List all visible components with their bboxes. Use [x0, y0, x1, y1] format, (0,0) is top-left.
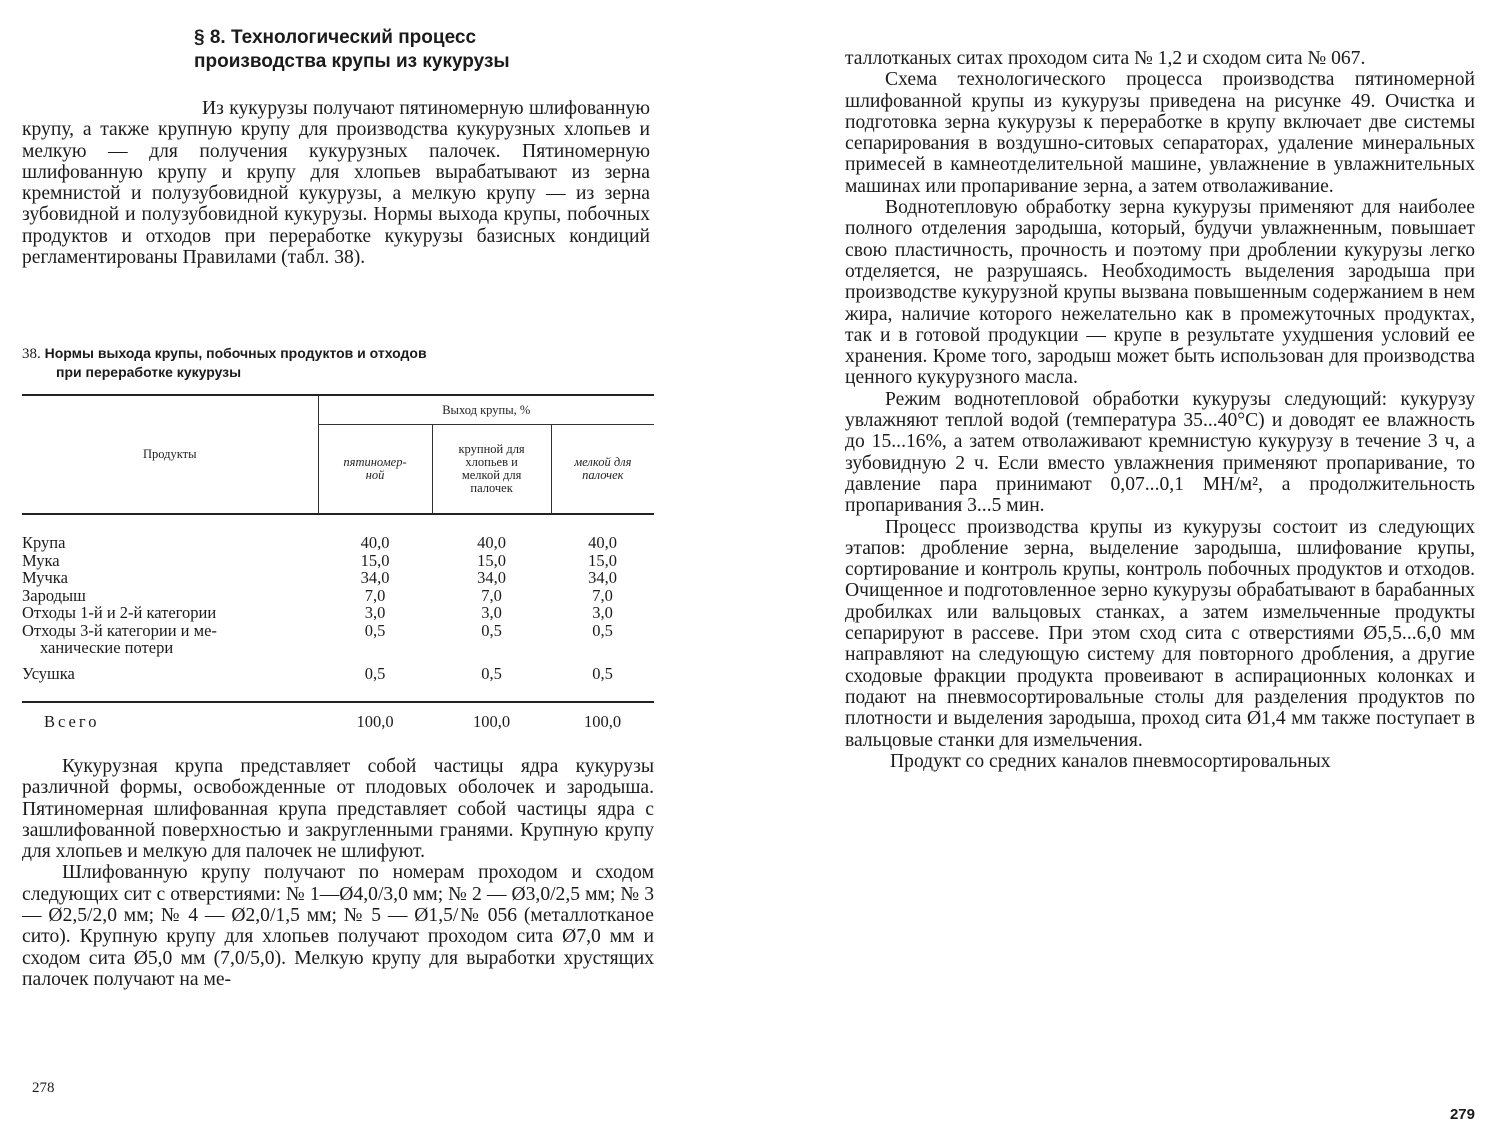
right-text: [845, 48, 1475, 772]
intro-paragraph-block: [22, 98, 650, 268]
paragraph-process-stages: Процесс производства крупы из кукурузы состоит из следующих этапов: дробление зерна, выделение зародыша, шлифование крупы, сортирование и контроль крупы, контроль побочных продуктов и отходов. Очищенное и подготовленное зерно кукурузы обрабатывают в барабанных дробилках или вальцовых станках, а затем измельченные продукты сепарируют в рассеве. При этом сход сита с отверстиями Ø5,5...6,0 мм направляют на следующую систему для повторного дробления, а другие сходовые фракции продукта провеивают в аспирационных колонках и подают на пневмосортировальные столы для разделения продуктов по плотности и выделения зародыша, проход сита Ø1,4 мм также поступает в вальцовые станки для измельчения.: [845, 516, 1475, 751]
table-row: Отходы 3-й категории и ме- 0,5 0,5 0,5: [22, 620, 613, 640]
paragraph-scheme: Схема технологического процесса производства пятиномерной шлифованной крупы из кукурузы приведена на рисунке 49. Очистка и подготовка зерна кукурузы к переработке в крупу включает две системы сепарирования в воздушно-ситовых сепараторах, удаление минеральных примесей в камнеотделительной машине, увлажнение в увлажнительных машинах или пропаривание зерна, а затем отволаживание.: [845, 69, 1475, 197]
yield-norms-table: [22, 394, 654, 743]
table-row: Зародыш 7,0 7,0 7,0: [22, 585, 613, 605]
paragraph-continuation: таллотканых ситах проходом сита № 1,2 и сходом сита № 067.: [845, 48, 1366, 69]
table-caption: [22, 344, 652, 381]
table-row: Отходы 1-й и 2-й категории 3,0 3,0 3,0: [22, 603, 613, 622]
section-heading: [194, 26, 654, 74]
heading-line-2: производства крупы из кукурузы: [194, 51, 510, 72]
col-header-products: Продукты: [22, 395, 318, 514]
col-header-group: Выход крупы, %: [318, 395, 654, 425]
intro-paragraph: Из кукурузы получают пятиномерную шлифованную крупу, а также крупную крупу для производства кукурузных хлопьев и мелкую — для получения кукурузных палочек. Пятиномерную шлифованную крупу и крупу для хлопьев вырабатывают из зерна кремнистой и полузубовидной кукурузы, а мелкую крупу — из зерна зубовидной и полузубовидной кукурузы. Нормы выхода крупы, побочных продуктов и отходов при переработке кукурузы базисных кондиций регламентированы Правилами (табл. 38).: [22, 98, 650, 269]
page-number-right: 279: [1449, 1106, 1475, 1123]
table-row: Усушка 0,5 0,5 0,5: [22, 663, 613, 683]
table-row: Мука 15,0 15,0 15,0: [22, 550, 617, 570]
heading-line-1: § 8. Технологический процесс: [194, 27, 477, 48]
paragraph-groats-description: Кукурузная крупа представляет собой частицы ядра кукурузы различной формы, освобожденные от плодовых оболочек и зародыша. Пятиномерная шлифованная крупа представляет собой частицы ядра с зашлифованной поверхностью и закругленными гранями. Крупную крупу для хлопьев и мелкую для палочек не шлифуют.: [22, 756, 654, 863]
paragraph-hydrothermal: Воднотепловую обработку зерна кукурузы применяют для наиболее полного отделения зародыша, который, будучи увлажненным, повышает свою пластичность, прочность и поэтому при дроблении кукурузы легко отделяется, не разрушаясь. Необходимость выделения зародыша при производстве кукурузной крупы вызвана повышенным содержанием в нем жира, наличие которого нежелательно как в промежуточных продуктах, так и в готовой продукции — крупе в результате ухудшения условий ее хранения. Кроме того, зародыш может быть использован для производства ценного кукурузного масла.: [845, 197, 1475, 389]
table-row: ханические потери: [40, 638, 174, 657]
paragraph-treatment-mode: Режим воднотепловой обработки кукурузы следующий: кукурузу увлажняют теплой водой (температура 35...40°С) и доводят ее влажность до 15...16%, а затем отволаживают кремнистую кукурузу в течение 3 ч, а зубовидную 2 ч. Если вместо увлажнения применяют пропаривание, то давление пара принимают 0,07...0,1 МН/м², а продолжительность пропаривания 3...5 мин.: [845, 388, 1475, 517]
col-header-sub-1: пятиномер- ной: [318, 425, 432, 515]
left-lower-text: [22, 756, 654, 990]
table-row: Крупа 40,0 40,0 40,0: [22, 533, 617, 552]
col-header-sub-2: крупной для хлопьев и мелкой для палочек: [432, 425, 551, 515]
page-number-left: 278: [32, 1080, 55, 1096]
table-caption-line-1: Нормы выхода крупы, побочных продуктов и отходов: [44, 345, 427, 361]
paragraph-sieve-numbers: Шлифованную крупу получают по номерам проходом и сходом следующих сит с отверстиями: № 1—Ø4,0/3,0 мм; № 2 — Ø3,0/2,5 мм; № 3 — Ø2,5/2,0 мм; № 4 — Ø2,0/1,5 мм; № 5 — Ø1,5/№ 056 (металлотканое сито). Крупную крупу для хлопьев получают проходом сита Ø7,0 мм и сходом сита Ø5,0 мм (7,0/5,0). Мелкую крупу для выработки хрустящих палочек получают на ме-: [22, 862, 654, 990]
table-total-row: Всего 100,0 100,0 100,0: [22, 702, 654, 743]
table-row: Мучка 34,0 34,0 34,0: [22, 568, 617, 587]
table-number: 38.: [22, 346, 41, 362]
table-caption-line-2: при переработке кукурузы: [56, 364, 242, 380]
col-header-sub-3: мелкой для палочек: [551, 425, 654, 515]
paragraph-last-line: Продукт со средних каналов пневмосортировальных: [890, 750, 1331, 772]
